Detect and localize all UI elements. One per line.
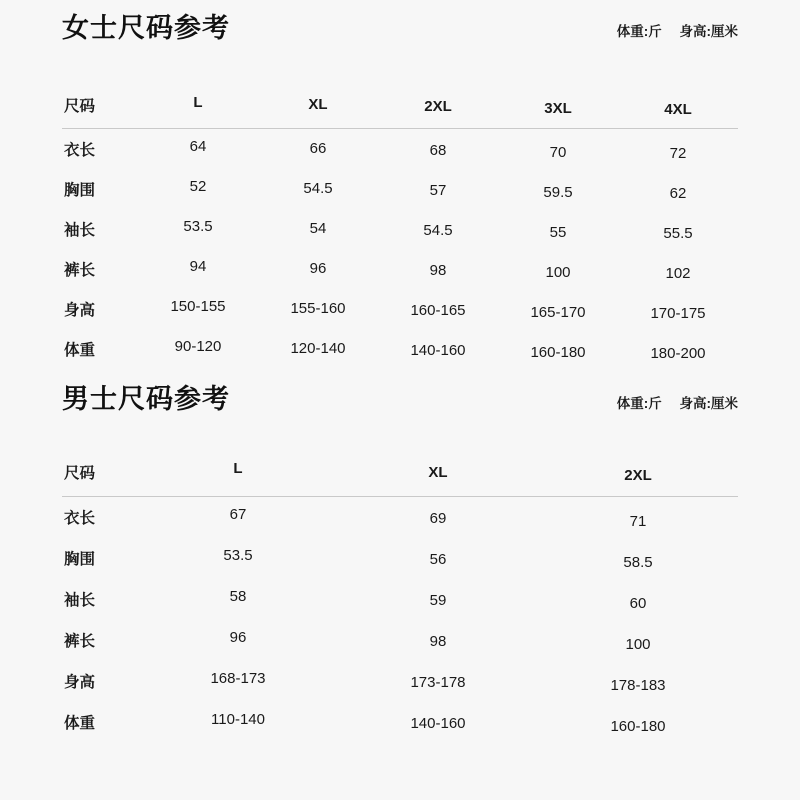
men-unit-weight: 体重:斤: [616, 395, 662, 411]
men-cell-3-2: 100: [625, 635, 651, 653]
men-row-label-5: 体重: [64, 715, 96, 733]
men-unit-note: [617, 392, 738, 416]
women-size-section: [62, 0, 738, 369]
men-row-label-4: 身高: [64, 674, 96, 692]
women-table-body: [62, 129, 738, 370]
men-cell-2-1: 59: [429, 591, 447, 609]
men-cell-3-1: 98: [429, 632, 447, 650]
women-col-header-0: 尺码: [64, 98, 96, 116]
women-cell-3-1: 96: [309, 259, 327, 277]
women-cell-2-1: 54: [309, 219, 327, 237]
women-col-header-1: L: [193, 93, 203, 111]
men-size-table: [62, 448, 738, 743]
men-cell-4-2: 178-183: [610, 676, 666, 694]
men-row-label-2: 袖长: [64, 592, 96, 610]
men-cell-0-0: 67: [229, 505, 247, 523]
men-unit-height: 身高:厘米: [679, 395, 738, 411]
men-row-label-1: 胸围: [64, 551, 96, 569]
men-table-head: [62, 448, 738, 497]
men-col-header-0: 尺码: [64, 464, 96, 482]
table-row: [62, 579, 738, 620]
men-cell-4-0: 168-173: [210, 669, 266, 687]
table-row: [62, 496, 738, 538]
table-row: [62, 249, 738, 289]
women-cell-3-3: 100: [545, 263, 571, 281]
women-row-label-5: 体重: [64, 342, 96, 360]
women-cell-5-2: 140-160: [410, 341, 466, 359]
table-row: [62, 702, 738, 743]
men-table-body: [62, 496, 738, 743]
women-cell-1-4: 62: [669, 184, 687, 202]
men-cell-5-0: 110-140: [211, 710, 265, 728]
men-cell-1-2: 58.5: [623, 553, 653, 571]
men-cell-1-1: 56: [429, 550, 447, 568]
women-cell-2-0: 53.5: [183, 217, 213, 235]
women-cell-3-0: 94: [189, 257, 207, 275]
men-cell-0-1: 69: [429, 509, 447, 527]
men-col-header-2: XL: [428, 464, 448, 482]
women-cell-0-3: 70: [549, 143, 567, 161]
women-table-head: [62, 82, 738, 129]
men-cell-5-1: 140-160: [410, 714, 466, 732]
women-row-label-4: 身高: [64, 302, 96, 320]
table-row: [62, 538, 738, 579]
women-header-row: [62, 82, 738, 129]
women-unit-weight: 体重:斤: [616, 24, 662, 40]
women-cell-5-4: 180-200: [650, 344, 706, 362]
women-row-label-2: 袖长: [64, 222, 96, 240]
women-row-label-1: 胸围: [64, 182, 96, 200]
women-unit-height: 身高:厘米: [679, 24, 738, 40]
women-cell-5-1: 120-140: [290, 339, 346, 357]
women-cell-3-2: 98: [429, 261, 447, 279]
table-row: [62, 289, 738, 329]
table-row: [62, 329, 738, 369]
women-cell-1-1: 54.5: [303, 179, 333, 197]
men-col-header-1: L: [233, 460, 243, 478]
men-row-label-3: 裤长: [64, 633, 96, 651]
women-cell-3-4: 102: [665, 264, 691, 282]
women-size-table: [62, 82, 738, 369]
women-cell-0-2: 68: [429, 141, 447, 159]
women-section-title: 女士尺码参考: [62, 13, 230, 43]
table-row: [62, 209, 738, 249]
women-cell-1-3: 59.5: [543, 183, 573, 201]
women-row-label-0: 衣长: [64, 142, 96, 160]
women-unit-note: [617, 20, 738, 44]
men-cell-1-0: 53.5: [223, 546, 253, 564]
men-col-header-3: 2XL: [624, 467, 652, 485]
women-col-header-2: XL: [308, 95, 328, 113]
women-cell-2-4: 55.5: [663, 224, 693, 242]
men-header-row: [62, 448, 738, 497]
women-cell-0-4: 72: [669, 144, 687, 162]
women-section-header: [62, 12, 738, 44]
women-cell-4-3: 165-170: [530, 303, 586, 321]
women-cell-2-3: 55: [549, 223, 567, 241]
table-row: [62, 620, 738, 661]
women-cell-4-2: 160-165: [410, 301, 466, 319]
men-cell-5-2: 160-180: [610, 717, 666, 735]
women-cell-2-2: 54.5: [423, 221, 453, 239]
women-cell-5-0: 90-120: [174, 337, 222, 355]
women-cell-0-0: 64: [189, 137, 207, 155]
women-cell-4-1: 155-160: [290, 299, 346, 317]
table-row: [62, 129, 738, 170]
women-cell-4-4: 170-175: [650, 304, 706, 322]
women-cell-0-1: 66: [309, 139, 327, 157]
women-cell-4-0: 150-155: [170, 297, 226, 315]
women-cell-1-0: 52: [189, 177, 207, 195]
women-col-header-5: 4XL: [664, 100, 692, 118]
men-size-section: [62, 369, 738, 742]
men-cell-2-0: 58: [229, 587, 247, 605]
men-row-label-0: 衣长: [64, 510, 96, 528]
table-row: [62, 169, 738, 209]
men-section-header: [62, 383, 738, 415]
men-cell-0-2: 71: [629, 512, 647, 530]
women-row-label-3: 裤长: [64, 262, 96, 280]
men-section-title: 男士尺码参考: [62, 384, 230, 415]
women-cell-5-3: 160-180: [530, 343, 586, 361]
men-cell-4-1: 173-178: [410, 673, 466, 691]
men-cell-3-0: 96: [229, 628, 247, 646]
women-col-header-4: 3XL: [544, 99, 572, 117]
table-row: [62, 661, 738, 702]
women-cell-1-2: 57: [429, 181, 447, 199]
men-cell-2-2: 60: [629, 594, 647, 612]
women-col-header-3: 2XL: [424, 97, 452, 115]
